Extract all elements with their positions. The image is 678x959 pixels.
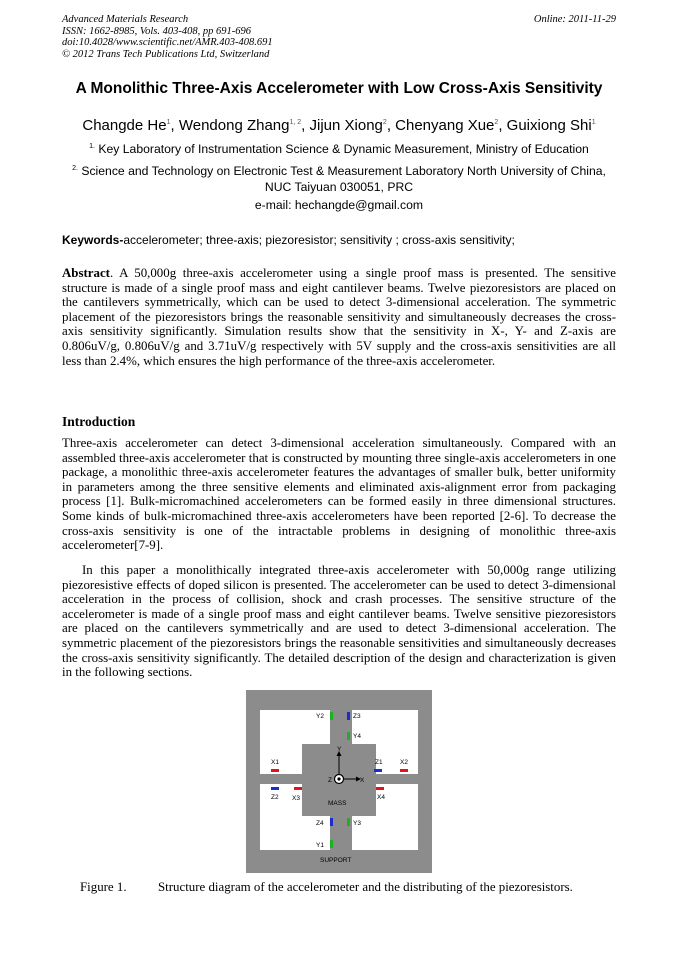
caption-text: Structure diagram of the accelerometer and the distributing of the piezoresistors.: [158, 880, 573, 894]
author-name: Guixiong Shi: [506, 117, 592, 134]
piezoresistor-z4: [330, 818, 333, 826]
keywords-label: Keywords-: [62, 233, 124, 247]
affiliation-2: [70, 161, 608, 195]
author-name: Wendong Zhang: [178, 117, 290, 134]
author-affiliation: 1: [591, 119, 596, 126]
intro-paragraph-1: Three-axis accelerometer can detect 3-dimensional acceleration simultaneously. Compared with an assembled three-axis accelerometer that is constructed by mounting three single-axis accelerometers in one package, a monolithic three-axis accelerometer features the advantages of smaller bulk, better uniformity in parameters among the three sensitive elements and eliminated axis-alignment error from packaging process [1]. Bulk-micromachined accelerometers can be formed easily in three dimensional structures. Some kinds of bulk-micromachined three-axis accelerometers have been reported [2-6]. To decrease the cross-axis sensitivity is one of the intractable problems in designing of monolithic three-axis accelerometer[7-9].: [62, 436, 616, 553]
label-z1: Z1: [375, 759, 383, 766]
journal-header: [62, 14, 273, 60]
caption-label: Figure 1.: [80, 880, 127, 894]
abstract-label: Abstract: [62, 266, 110, 280]
doi: doi:10.4028/www.scientific.net/AMR.403-408.691: [62, 37, 273, 48]
piezoresistor-z3: [347, 712, 350, 720]
copyright: © 2012 Trans Tech Publications Ltd, Switzerland: [62, 48, 270, 60]
piezoresistor-y2: [330, 712, 333, 720]
cavity: [260, 754, 302, 774]
piezoresistor-z2: [271, 787, 279, 790]
paper-title: A Monolithic Three-Axis Accelerometer with Low Cross-Axis Sensitivity: [75, 80, 603, 97]
axis-label-x: X: [360, 777, 365, 784]
journal-name: Advanced Materials Research: [62, 14, 189, 25]
keywords: [62, 233, 515, 247]
axis-label-y: Y: [337, 746, 342, 753]
author-name: Chenyang Xue: [395, 117, 495, 134]
label-x2: X2: [400, 759, 408, 766]
intro-paragraph-2: In this paper a monolithically integrated three-axis accelerometer with 50,000g range utilizing piezoresistive effects of doped silicon is presented. The accelerometer can be used to detect 3-dimensional acceleration in the process of collision, shock and crash processes. The sensitive structure of the accelerometer is made of a single proof mass and eight cantilever beams. Twelve sensitive piezoresistors are placed on the cantilevers symmetrically and are used to detect 3-dimensional acceleration. The symmetric placement of the piezoresistors brings the reasonable sensitivities and simultaneously decreases the cross-axis sensitivity significantly. The detailed description of the design and characterization is given in the following sections.: [62, 563, 616, 680]
cantilever-beam: [374, 774, 418, 784]
affiliation-text: Science and Technology on Electronic Test & Measurement Laboratory North University of China, NUC Taiyuan 030051, PRC: [81, 164, 606, 195]
affiliation-mark: 1.: [89, 143, 95, 150]
figure-1: [246, 690, 432, 873]
label-z3: Z3: [353, 713, 361, 720]
affiliation-1: [70, 139, 608, 157]
section-heading-introduction: Introduction: [62, 414, 136, 429]
keywords-text: accelerometer; three-axis; piezoresistor; sensitivity ; cross-axis sensitivity;: [123, 233, 515, 247]
label-y4: Y4: [353, 733, 361, 740]
author-affiliation: 1, 2: [289, 119, 302, 126]
label-x4: X4: [377, 794, 385, 801]
label-z2: Z2: [271, 794, 279, 801]
affiliation-text: Key Laboratory of Instrumentation Science & Dynamic Measurement, Ministry of Education: [98, 142, 589, 157]
label-y2: Y2: [316, 713, 324, 720]
piezoresistor-y1: [330, 840, 333, 848]
abstract-text: . A 50,000g three-axis accelerometer using a single proof mass is presented. The sensitive structure is made of a single proof mass and eight cantilever beams. Twelve piezoresistors are placed on the cantilevers symmetrically, which can be used to detect 3-dimensional acceleration. The symmetric placement of the piezoresistors brings the reasonable sensitivity and simultaneously decreases the cross-axis sensitivity significantly. Simulation results show that the sensitivity in X-, Y- and Z-axis are 0.806uV/g, 0.806uV/g and 3.71uV/g respectively with 5V supply and the cross-axis sensitivities are all less than 2.4%, which ensures the high performance of the three-axis accelerometer.: [62, 266, 616, 368]
piezoresistor-x1: [271, 769, 279, 772]
piezoresistor-x2: [400, 769, 408, 772]
figure-caption: [80, 880, 573, 895]
author-list: Changde He$^1$, Wendong Zhang$^{1, 2}$, Jijun Xiong$^2$, Chenyang Xue$^2$, Guixiong Shi$^1$: [82, 117, 596, 134]
author-affiliation: 1: [166, 119, 171, 126]
label-support: SUPPORT: [320, 857, 352, 864]
piezoresistor-x3: [294, 787, 302, 790]
cantilever-beam: [260, 774, 304, 784]
label-mass: MASS: [328, 800, 347, 807]
z-axis-dot: [337, 777, 340, 780]
label-y3: Y3: [353, 820, 361, 827]
email: e-mail: hechangde@gmail.com: [254, 198, 424, 212]
label-x1: X1: [271, 759, 279, 766]
abstract: [62, 266, 616, 368]
piezoresistor-y3: [347, 818, 350, 826]
axis-label-z: Z: [328, 777, 332, 784]
label-z4: Z4: [316, 820, 324, 827]
piezoresistor-z1: [374, 769, 382, 772]
piezoresistor-x4: [376, 787, 384, 790]
affiliation-mark: 2.: [72, 165, 78, 172]
label-x3: X3: [292, 795, 300, 802]
online-date: Online: 2011-11-29: [533, 14, 616, 25]
structure-diagram: [246, 690, 432, 873]
label-y1: Y1: [316, 842, 324, 849]
issn: ISSN: 1662-8985, Vols. 403-408, pp 691-696: [62, 25, 251, 37]
author-affiliation: 2: [382, 119, 387, 126]
piezoresistor-y4: [347, 732, 350, 740]
author-affiliation: 2: [494, 119, 499, 126]
author-name: Jijun Xiong: [309, 117, 383, 134]
author-name: Changde He: [82, 117, 167, 134]
